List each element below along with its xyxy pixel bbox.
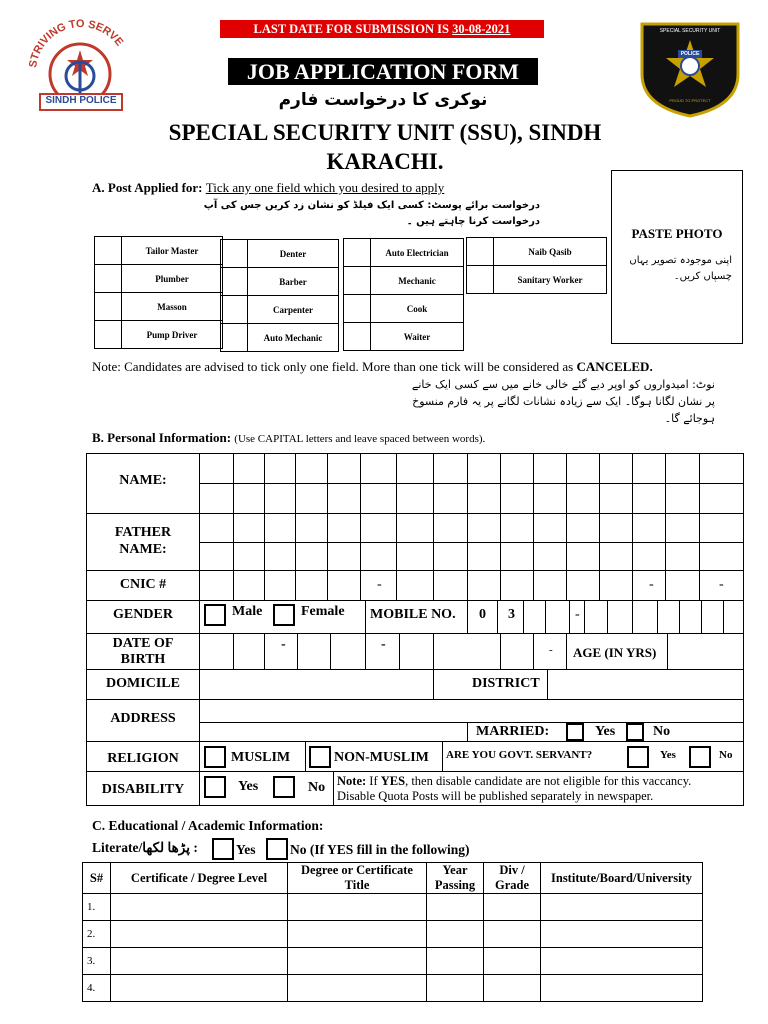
section-a-instruction: Tick any one field which you desired to apply [205, 180, 445, 195]
label-district: DISTRICT [472, 676, 540, 691]
cell[interactable] [484, 975, 541, 1002]
label-govt-servant: ARE YOU GOVT. SERVANT? [446, 749, 593, 761]
section-a-label: A. Post Applied for: [92, 180, 206, 195]
cell[interactable] [427, 948, 484, 975]
label-mobile: MOBILE NO. [370, 607, 456, 622]
female-label: Female [301, 604, 345, 619]
dis-note-2: , then disable candidate are not eligible for this vaccancy. [405, 774, 692, 788]
literate-yes-checkbox[interactable] [212, 838, 234, 860]
dob-dash-1: - [281, 637, 286, 652]
section-b-heading [92, 429, 485, 447]
post-label: Tailor Master [122, 237, 223, 265]
literate-yes-label: Yes [236, 842, 256, 857]
post-checkbox[interactable] [467, 238, 494, 266]
section-a-note-urdu: نوٹ: امیدواروں کو اوپر دیے گئے خالی خانے میں سے کسی ایک خانے پر نشان لگانا ہوگا۔ ایک سے زیادہ نشانات لگانے پر یہ فارم منسوخ ہوجائے گا۔ [411, 378, 715, 425]
cell[interactable] [427, 921, 484, 948]
disability-yes-checkbox[interactable] [204, 776, 226, 798]
married-yes-label: Yes [595, 724, 616, 739]
male-label: Male [232, 604, 263, 619]
label-father-name: FATHER NAME: [114, 525, 172, 557]
dob-dash-3: - [549, 644, 553, 656]
table-row [83, 948, 703, 975]
form-title-urdu: نوکری کا درخواست فارم [278, 90, 488, 110]
label-married: MARRIED: [476, 724, 550, 739]
logo-right-bottom: PROUD TO PROTECT [669, 98, 711, 103]
col-institute: Institute/Board/University [541, 863, 703, 894]
mobile-dash: - [575, 607, 580, 622]
photo-label: PASTE PHOTO [631, 226, 723, 241]
row-number: 1. [83, 894, 111, 921]
post-checkbox[interactable] [344, 295, 371, 323]
cell[interactable] [541, 975, 703, 1002]
table-row [83, 894, 703, 921]
post-label: Mechanic [371, 267, 464, 295]
dis-note-bold: Note: [337, 774, 367, 788]
org-title-line1: SPECIAL SECURITY UNIT (SSU), SINDH [168, 120, 602, 145]
district-field[interactable] [548, 670, 743, 699]
mobile-digit-3: 3 [508, 607, 515, 622]
cell[interactable] [111, 948, 288, 975]
post-label: Auto Electrician [371, 239, 464, 267]
post-checkbox[interactable] [221, 240, 248, 268]
logo-right-text: SPECIAL SECURITY UNIT [659, 28, 721, 34]
note-text: Note: Candidates are advised to tick only one field. More than one tick will be considered as [92, 359, 577, 374]
education-header-row [83, 863, 703, 894]
label-gender: GENDER [113, 607, 173, 622]
non-muslim-checkbox[interactable] [309, 746, 331, 768]
post-label: Carpenter [248, 296, 339, 324]
col-certificate: Certificate / Degree Level [111, 863, 288, 894]
col-degree-title: Degree or Certificate Title [288, 863, 427, 894]
literate-label: Literate/پڑھا لکھا : [92, 840, 198, 855]
cnic-dash-1: - [377, 577, 382, 592]
muslim-label: MUSLIM [231, 750, 291, 765]
section-b-label: B. Personal Information: [92, 430, 235, 445]
note-canceled: CANCELED. [576, 359, 653, 374]
label-religion: RELIGION [107, 751, 179, 766]
disability-no-label: No [308, 780, 326, 795]
cell[interactable] [427, 894, 484, 921]
section-c-heading: C. Educational / Academic Information: [92, 818, 324, 833]
table-row [83, 975, 703, 1002]
female-checkbox[interactable] [273, 604, 295, 626]
post-checkbox[interactable] [344, 239, 371, 267]
post-label: Pump Driver [122, 321, 223, 349]
logo-right-police: POLICE [680, 51, 700, 57]
post-group-1 [94, 236, 223, 349]
domicile-field[interactable] [200, 670, 433, 699]
literate-no-checkbox[interactable] [266, 838, 288, 860]
ssu-badge-logo [634, 14, 746, 118]
cell[interactable] [111, 921, 288, 948]
post-checkbox[interactable] [344, 267, 371, 295]
post-label: Plumber [122, 265, 223, 293]
photo-box[interactable] [611, 170, 743, 344]
disability-yes-label: Yes [238, 779, 259, 794]
post-label: Waiter [371, 323, 464, 351]
post-group-2 [220, 239, 339, 352]
non-muslim-label: NON-MUSLIM [334, 750, 429, 765]
post-checkbox[interactable] [467, 266, 494, 294]
section-b-hint: (Use CAPITAL letters and leave spaced between words). [234, 433, 486, 445]
personal-info-table [86, 453, 744, 806]
post-label: Barber [248, 268, 339, 296]
cnic-dash-3: - [719, 577, 724, 592]
post-label: Cook [371, 295, 464, 323]
post-checkbox[interactable] [221, 296, 248, 324]
cell[interactable] [288, 948, 427, 975]
literate-row [92, 840, 198, 856]
label-dob: DATE OF BIRTH [112, 636, 174, 667]
post-label: Auto Mechanic [248, 324, 339, 352]
dis-note-yes: YES [380, 774, 406, 788]
dis-note-3: Disable Quota Posts will be published separately in newspaper. [337, 789, 654, 803]
govt-no-checkbox[interactable] [689, 746, 711, 768]
cell[interactable] [541, 948, 703, 975]
govt-yes-label: Yes [660, 749, 676, 761]
col-div: Div / Grade [484, 863, 541, 894]
muslim-checkbox[interactable] [204, 746, 226, 768]
married-yes-checkbox[interactable] [566, 723, 584, 741]
label-domicile: DOMICILE [106, 676, 180, 691]
cell[interactable] [484, 921, 541, 948]
cell[interactable] [111, 975, 288, 1002]
row-number: 2. [83, 921, 111, 948]
post-label: Masson [122, 293, 223, 321]
cell[interactable] [427, 975, 484, 1002]
cell[interactable] [541, 921, 703, 948]
cell[interactable] [288, 894, 427, 921]
label-disability: DISABILITY [101, 782, 185, 797]
married-no-label: No [653, 724, 671, 739]
row-number: 3. [83, 948, 111, 975]
married-no-checkbox[interactable] [626, 723, 644, 741]
photo-urdu: اپنی موجودہ تصویر یہاں چسپاں کریں۔ [629, 255, 732, 282]
post-group-4 [466, 237, 607, 294]
dis-note-1: If [366, 774, 381, 788]
cell[interactable] [484, 894, 541, 921]
post-checkbox[interactable] [221, 268, 248, 296]
col-year: Year Passing [427, 863, 484, 894]
post-checkbox[interactable] [344, 323, 371, 351]
post-checkbox[interactable] [95, 293, 122, 321]
section-a-heading [92, 180, 444, 196]
post-checkbox[interactable] [95, 321, 122, 349]
post-checkbox[interactable] [95, 265, 122, 293]
row-number: 4. [83, 975, 111, 1002]
male-checkbox[interactable] [204, 604, 226, 626]
literate-no-label: No (If YES fill in the following) [290, 842, 470, 857]
col-sno: S# [83, 863, 111, 894]
cell[interactable] [541, 894, 703, 921]
sindh-police-logo [22, 14, 140, 118]
cell[interactable] [484, 948, 541, 975]
section-a-urdu: درخواست برائے پوسٹ: کسی ایک فیلڈ کو نشان زد کریں جس کی آپ درخواست کرنا چاہتے ہیں ۔ [203, 200, 540, 227]
logo-left-bottom-text: SINDH POLICE [45, 95, 117, 106]
post-label: Naib Qasib [494, 238, 607, 266]
cell[interactable] [288, 921, 427, 948]
org-title-line2: KARACHI. [326, 149, 444, 174]
post-checkbox[interactable] [221, 324, 248, 352]
disability-note [337, 774, 742, 804]
dob-dash-2: - [381, 637, 386, 652]
label-name: NAME: [119, 473, 167, 488]
label-address: ADDRESS [110, 711, 176, 726]
post-label: Sanitary Worker [494, 266, 607, 294]
deadline-prefix: LAST DATE FOR SUBMISSION IS [253, 22, 453, 36]
cell[interactable] [111, 894, 288, 921]
post-label: Denter [248, 240, 339, 268]
table-row [83, 921, 703, 948]
form-title: JOB APPLICATION FORM [228, 58, 538, 85]
mobile-digit-0: 0 [479, 607, 486, 622]
post-checkbox[interactable] [95, 237, 122, 265]
section-a-note [92, 359, 732, 375]
label-age: AGE (IN YRS) [573, 645, 657, 660]
cnic-dash-2: - [649, 577, 654, 592]
education-table [82, 862, 703, 1002]
govt-yes-checkbox[interactable] [627, 746, 649, 768]
deadline-date: 30-08-2021 [452, 22, 511, 36]
label-cnic: CNIC # [119, 577, 167, 592]
deadline-banner [220, 20, 544, 38]
post-group-3 [343, 238, 464, 351]
govt-no-label: No [719, 749, 733, 761]
cell[interactable] [288, 975, 427, 1002]
disability-no-checkbox[interactable] [273, 776, 295, 798]
address-field[interactable] [200, 700, 743, 722]
svg-text:STRIVING TO SERVE: STRIVING TO SERVE [27, 17, 126, 69]
